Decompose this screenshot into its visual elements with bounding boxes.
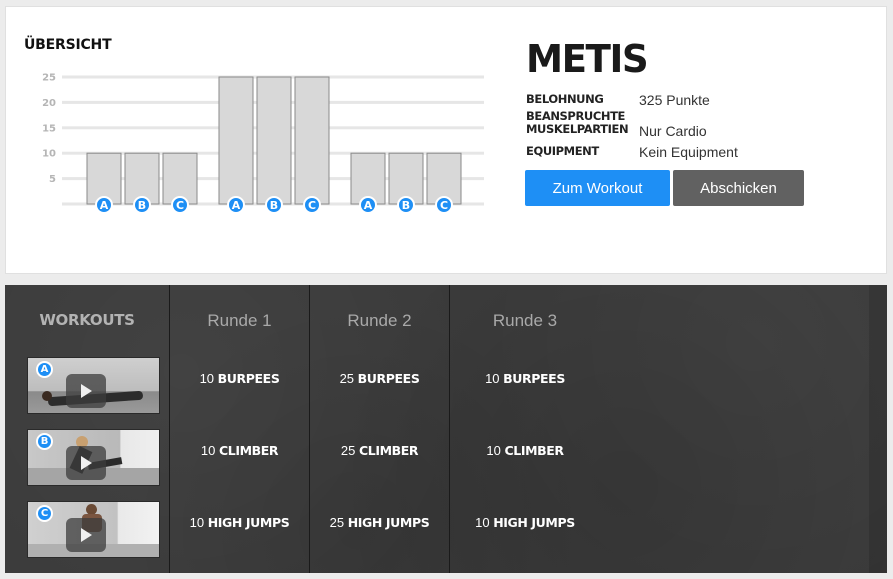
exercise-name: BURPEES (357, 371, 420, 386)
overview-bar-chart (6, 7, 506, 232)
workouts-header: WORKOUTS (39, 311, 135, 329)
reps: 10 (200, 443, 216, 458)
round-1-header: Runde 1 (207, 311, 272, 330)
category-label: A (363, 199, 373, 212)
reps: 25 (329, 515, 345, 530)
category-label: B (401, 199, 411, 212)
y-tick-label: 15 (42, 123, 56, 135)
cell-b-round-1 (170, 443, 309, 458)
exercise-name: HIGH JUMPS (493, 515, 575, 530)
reps: 25 (340, 443, 356, 458)
round-3-header: Runde 3 (492, 311, 558, 330)
exercise-name: HIGH JUMPS (347, 515, 430, 530)
category-label: A (231, 199, 241, 212)
cell-c-round-2 (310, 515, 449, 530)
exercise-name: CLIMBER (504, 443, 564, 458)
video-thumbnail-c[interactable] (27, 501, 160, 558)
category-label: C (175, 199, 185, 212)
reps: 10 (189, 515, 205, 530)
info-label-muscles-2: MUSKELPARTIEN (526, 122, 629, 136)
cell-a-round-3 (450, 371, 600, 386)
reps: 25 (339, 371, 355, 386)
cell-a-round-2 (310, 371, 449, 386)
category-label: B (269, 199, 279, 212)
submit-button[interactable]: Abschicken (673, 170, 804, 206)
reps: 10 (485, 371, 500, 386)
video-thumbnail-b[interactable] (27, 429, 160, 486)
reps: 10 (475, 515, 490, 530)
info-value-equipment: Kein Equipment (639, 144, 738, 160)
exercise-name: BURPEES (503, 371, 565, 386)
info-label-reward: BELOHNUNG (526, 92, 604, 106)
category-label: C (439, 199, 449, 212)
cell-b-round-2 (310, 443, 449, 458)
round-2-header: Runde 2 (347, 311, 412, 330)
category-label: A (99, 199, 109, 212)
category-label: C (307, 199, 317, 212)
exercise-name: HIGH JUMPS (207, 515, 290, 530)
panel-edge (869, 285, 887, 573)
exercise-name: CLIMBER (218, 443, 279, 458)
reps: 10 (199, 371, 215, 386)
info-label-muscles-1: BEANSPRUCHTE (526, 109, 626, 123)
reps: 10 (486, 443, 501, 458)
info-value-reward: 325 Punkte (639, 92, 710, 108)
y-tick-label: 25 (42, 72, 56, 84)
video-thumbnail-a[interactable] (27, 357, 160, 414)
exercise-name: CLIMBER (358, 443, 419, 458)
y-tick-label: 10 (42, 148, 56, 160)
y-tick-label: 5 (49, 174, 56, 186)
workout-summary-card (5, 6, 887, 274)
exercise-badge-b: B (36, 433, 53, 450)
chart-bar-c (295, 77, 329, 204)
info-label-equipment: EQUIPMENT (526, 144, 599, 158)
chart-bar-a (219, 77, 253, 204)
workout-title: METIS (526, 37, 648, 81)
cell-a-round-1 (170, 371, 309, 386)
play-icon[interactable] (66, 446, 106, 480)
play-icon[interactable] (66, 518, 106, 552)
category-label: B (137, 199, 147, 212)
workout-rounds-panel (5, 285, 887, 573)
cell-b-round-3 (450, 443, 600, 458)
start-workout-button[interactable]: Zum Workout (525, 170, 670, 206)
overview-title: ÜBERSICHT (24, 37, 112, 53)
exercise-badge-c: C (36, 505, 53, 522)
exercise-name: BURPEES (217, 371, 280, 386)
cell-c-round-3 (450, 515, 600, 530)
info-value-muscles: Nur Cardio (639, 123, 707, 139)
play-icon[interactable] (66, 374, 106, 408)
y-tick-label: 20 (42, 97, 56, 109)
exercise-badge-a: A (36, 361, 53, 378)
chart-bar-b (257, 77, 291, 204)
cell-c-round-1 (170, 515, 309, 530)
